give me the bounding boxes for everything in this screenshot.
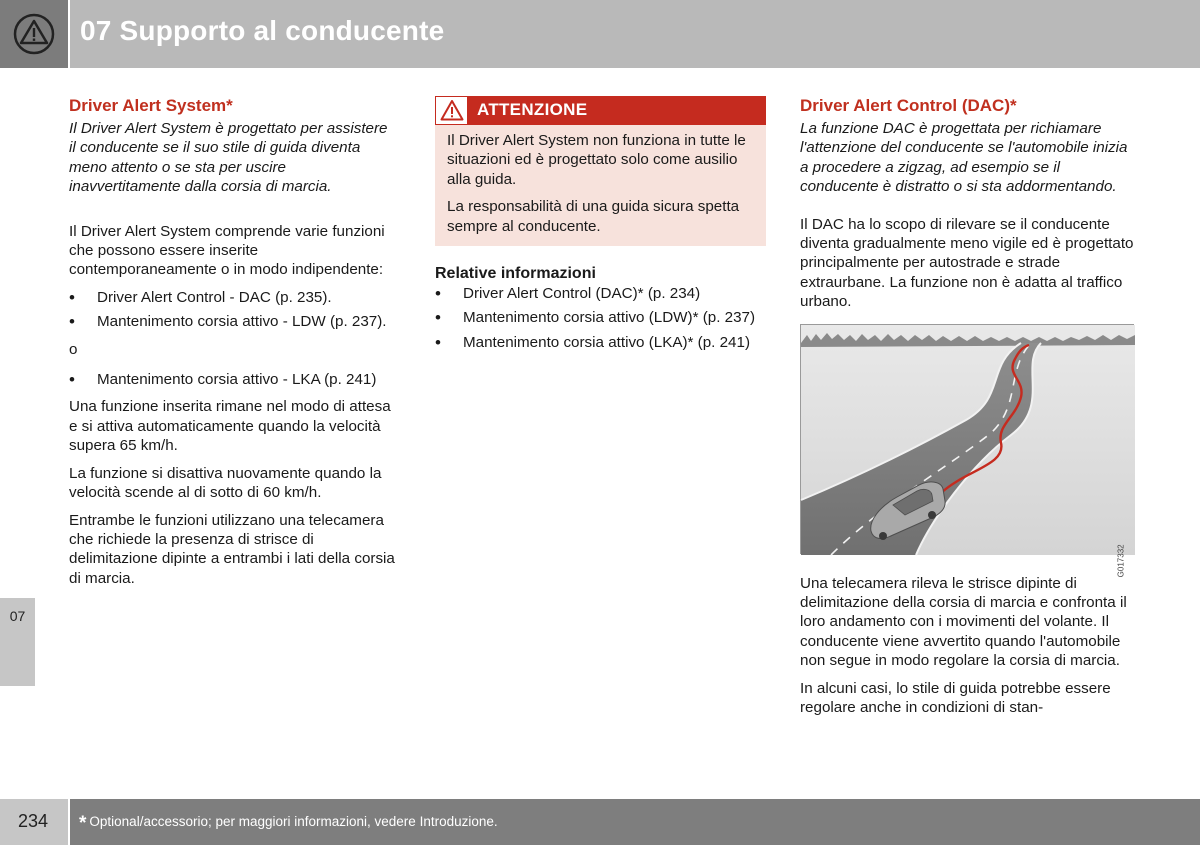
footer-page-box <box>0 799 68 845</box>
illustration-code: G017332 <box>1116 544 1126 578</box>
function-list <box>69 288 395 332</box>
warning-icon-box <box>435 96 468 125</box>
related-info-heading: Relative informazioni <box>435 265 596 283</box>
paragraph: Entrambe le funzioni utilizzano una telecamera che richiede la presenza di strisce di delimitazione dipinte a entrambi i lati della corsia di marcia. <box>69 511 395 587</box>
chapter-tab <box>0 598 35 686</box>
list-item: • Driver Alert Control - DAC (p. 235). <box>69 288 395 307</box>
related-link[interactable]: • Mantenimento corsia attivo (LDW)* (p. 237) <box>435 308 766 327</box>
warning-body <box>435 125 766 246</box>
dac-illustration <box>800 324 1134 578</box>
warning-text: Il Driver Alert System non funziona in tutte le situazioni ed è progettato solo come ausilio alla guida. <box>447 132 746 188</box>
warning-label: ATTENZIONE <box>477 100 588 119</box>
list-item: • Mantenimento corsia attivo - LDW (p. 237). <box>69 312 395 331</box>
footnote-text: Optional/accessorio; per maggiori informazioni, vedere Introduzione. <box>89 814 498 829</box>
footnote-star: * <box>79 813 87 834</box>
page-number: 234 <box>18 811 49 831</box>
related-link[interactable]: • Driver Alert Control (DAC)* (p. 234) <box>435 284 766 303</box>
section-heading-driver-alert-system: Driver Alert System* <box>69 96 233 115</box>
column-right <box>800 96 1134 726</box>
paragraph: Una telecamera rileva le strisce dipinte di delimitazione della corsia di marcia e confronta il loro andamento con i movimenti del volante. Il conducente viene avvertito quando l'automobile non segue in modo regolare la corsia di marcia. <box>800 574 1127 670</box>
intro-paragraph: La funzione DAC è progettata per richiamare l'attenzione del conducente se l'automobile inizia a procedere a zigzag, ad esempio se il conducente è distratto o si sta addormentando. <box>800 120 1128 196</box>
warning-header <box>435 96 766 125</box>
column-middle <box>435 96 766 360</box>
road-illustration <box>801 325 1135 555</box>
column-left <box>69 96 395 596</box>
footer-note-box <box>70 799 1200 845</box>
header-title-box <box>70 0 1200 68</box>
or-text: o <box>69 340 78 358</box>
page-title: 07 Supporto al conducente <box>80 15 445 46</box>
paragraph: Il DAC ha lo scopo di rilevare se il conducente diventa gradualmente meno vigile ed è progettato principalmente per autostrade e strade extraurbane. La funzione non è adatta al traffico urbano. <box>800 215 1134 311</box>
intro-paragraph: Il Driver Alert System è progettato per assistere il conducente se il suo stile di guida diventa meno attento o se sta per uscire inavvertitamente dalla corsia di marcia. <box>69 120 388 196</box>
section-heading-dac: Driver Alert Control (DAC)* <box>800 96 1017 115</box>
related-info-list <box>435 284 766 352</box>
related-link[interactable]: • Mantenimento corsia attivo (LKA)* (p. 241) <box>435 333 766 352</box>
footnote <box>79 813 498 835</box>
function-list-alt <box>69 370 395 389</box>
paragraph: In alcuni casi, lo stile di guida potrebbe essere regolare anche in condizioni di stan- <box>800 679 1111 717</box>
warning-triangle-icon <box>440 99 464 123</box>
header-icon-box <box>0 0 68 68</box>
paragraph: Il Driver Alert System comprende varie funzioni che possono essere inserite contemporaneamente o in modo indipendente: <box>69 222 385 279</box>
chapter-tab-label: 07 <box>9 608 26 624</box>
warning-text: La responsabilità di una guida sicura spetta sempre al conducente. <box>447 198 740 235</box>
page-header <box>0 0 1200 68</box>
paragraph: Una funzione inserita rimane nel modo di attesa e si attiva automaticamente quando la velocità supera 65 km/h. <box>69 398 391 455</box>
list-item: • Mantenimento corsia attivo - LKA (p. 241) <box>69 370 395 389</box>
warning-triangle-icon <box>12 12 56 56</box>
paragraph: La funzione si disattiva nuovamente quando la velocità scende al di sotto di 60 km/h. <box>69 464 382 502</box>
warning-box <box>435 96 766 246</box>
